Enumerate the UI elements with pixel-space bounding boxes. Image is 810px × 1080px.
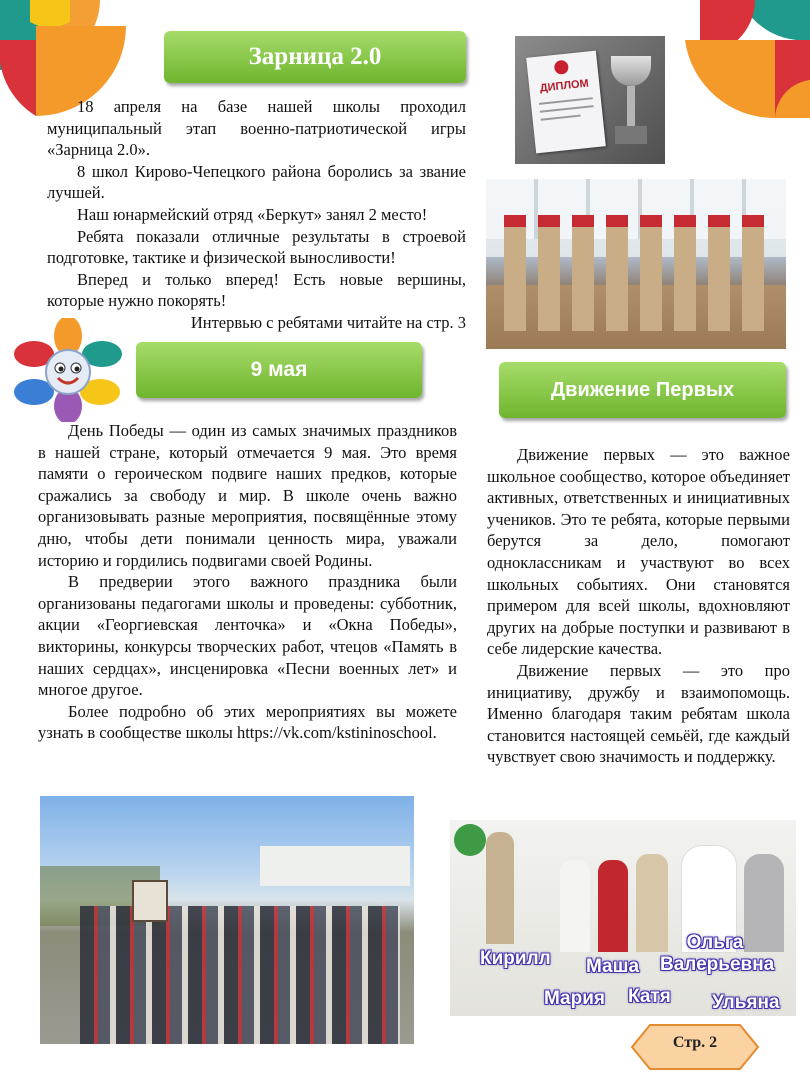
zarnitsa-title: Зарница 2.0 (248, 43, 382, 70)
zarnitsa-article (47, 96, 466, 334)
corner-decoration-right (680, 0, 810, 120)
name-olga-valerevna: Ольга Валерьевна (660, 932, 775, 975)
name-masha: Маша (586, 956, 640, 977)
may9-paragraph: Более подробно об этих мероприятиях вы можете узнать в сообществе школы https://vk.com/kstininoschool. (38, 701, 457, 743)
interview-note: Интервью с ребятами читайте на стр. 3 (190, 312, 466, 332)
movement-paragraph: Движение первых — это важное школьное сообщество, которое объединяет активных, ответственных и инициативных учеников. Это те ребята, которые первыми берутся за дело, помогают одноклассникам и участвуют во всех школьных событиях. Они становятся примером для всей школы, вдохновляют других на добрые поступки и развивают в себе лидерские качества. (487, 445, 790, 659)
name-maria: Мария (544, 988, 605, 1009)
may9-article (38, 420, 457, 744)
may9-title: 9 мая (250, 358, 308, 381)
zarnitsa-paragraph: 18 апреля на базе нашей школы проходил муниципальный этап военно-патриотической игры «Зарница 2.0». (47, 97, 466, 160)
zarnitsa-title-banner (164, 31, 466, 83)
zarnitsa-paragraph: 8 школ Кирово-Чепецкого района боролись за звание лучшей. (47, 161, 466, 203)
yunarmy-team-photo (486, 179, 786, 349)
zarnitsa-paragraph: Ребята показали отличные результаты в строевой подготовке, тактике и физической выносливости! (47, 226, 466, 268)
name-kirill: Кирилл (480, 948, 551, 969)
name-ulyana: Ульяна (712, 992, 780, 1013)
victory-day-parade-photo (40, 796, 414, 1044)
may9-title-banner (136, 342, 422, 398)
movement-title: Движение Первых (550, 378, 735, 401)
movement-paragraph: Движение первых — это про инициативу, дружбу и взаимопомощь. Именно благодаря таким ребятам школа становится настоящей семьёй, где каждый чувствует свою значимость и поддержку. (487, 660, 790, 767)
may9-paragraph: День Победы — один из самых значимых праздников в нашей стране, который отмечается 9 мая. Это время памяти о героическом подвиге наших предков, которые сражались за свободу и мир. В школе очень важно организовывать разные мероприятия, посвящённые этому дню, чтобы дети понимали ценность мира, уважали историю и гордились подвигами своей Родины. (38, 421, 457, 570)
diploma-label: ДИПЛОМ (539, 77, 590, 95)
name-katya: Катя (628, 986, 671, 1007)
smiling-flower-icon (12, 318, 124, 422)
diploma-photo (515, 36, 665, 164)
movement-group-photo (450, 820, 796, 1016)
zarnitsa-paragraph: Наш юнармейский отряд «Беркут» занял 2 место! (77, 204, 428, 224)
zarnitsa-paragraph: Вперед и только вперед! Есть новые вершины, которые нужно покорять! (47, 269, 466, 311)
page-number: Стр. 2 (672, 1034, 718, 1051)
may9-paragraph: В предверии этого важного праздника были организованы педагогами школы и проведены: субботник, акции «Георгиевская ленточка» и «Окна Победы», викторины, конкурсы творческих работ, чтецов «Память в наших сердцах», инсценировка «Песни военных лет» и многое другое. (38, 572, 457, 700)
movement-article (487, 444, 790, 768)
movement-title-banner (499, 362, 786, 418)
